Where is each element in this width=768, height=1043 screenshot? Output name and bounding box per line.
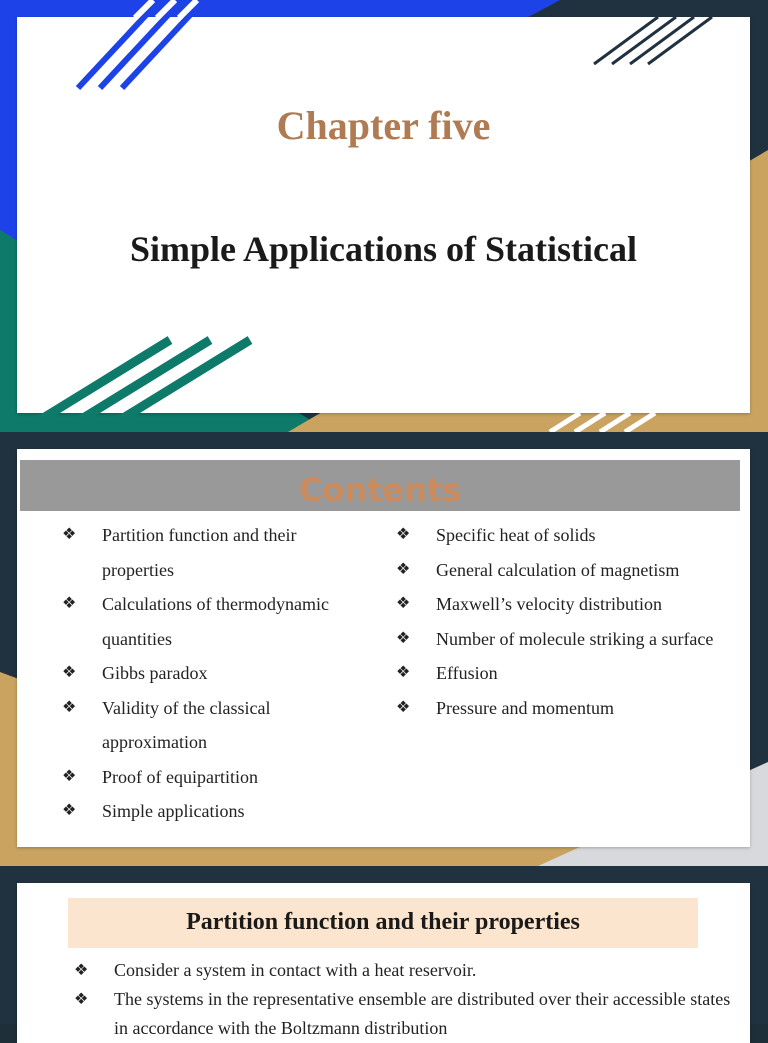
contents-item-label: Partition function and their properties (102, 525, 297, 580)
contents-item-label: Simple applications (102, 801, 245, 821)
white-stripes-decoration (550, 413, 655, 432)
bullet-icon: ❖ (396, 560, 411, 578)
contents-item-label: Effusion (436, 663, 498, 683)
list-item-text: Consider a system in contact with a heat reservoir. (114, 960, 477, 980)
bullet-icon: ❖ (396, 629, 411, 647)
contents-item (62, 587, 362, 656)
list-item (74, 956, 734, 985)
contents-item (396, 587, 736, 622)
bullet-icon: ❖ (396, 526, 411, 543)
bullet-icon: ❖ (396, 595, 411, 612)
contents-item (62, 656, 362, 691)
contents-item-label: Proof of equipartition (102, 766, 258, 787)
contents-item (62, 760, 362, 795)
bullet-icon: ❖ (62, 802, 77, 819)
section-heading: Partition function and their properties (68, 898, 698, 948)
green-stripes-decoration (40, 340, 250, 420)
contents-list-right (396, 518, 736, 725)
contents-item-label: General calculation of magnetism (436, 559, 680, 580)
slide1-stripes (0, 0, 768, 432)
bullet-icon: ❖ (62, 526, 77, 543)
contents-item (396, 656, 736, 691)
contents-item (62, 518, 362, 587)
contents-item (396, 518, 736, 553)
contents-item (62, 691, 362, 760)
bullet-icon: ❖ (74, 991, 89, 1008)
contents-item (396, 553, 736, 588)
contents-item-label: Gibbs paradox (102, 663, 208, 683)
chapter-label: Chapter five (276, 103, 491, 148)
bullet-icon: ❖ (396, 698, 411, 716)
bullet-icon: ❖ (396, 664, 411, 681)
contents-item (396, 622, 736, 657)
contents-item-label: Number of molecule striking a surface (436, 628, 714, 649)
contents-item (62, 794, 362, 829)
body-bullet-list (74, 956, 734, 1043)
contents-item-label: Validity of the classical approximation (102, 697, 271, 752)
contents-item (396, 691, 736, 726)
contents-list-left (62, 518, 362, 829)
contents-item-label: Specific heat of solids (436, 525, 596, 545)
list-item (74, 985, 734, 1043)
list-item-text: The systems in the representative ensemble are distributed over their accessible states in accordance with the Boltzmann distribution (114, 989, 731, 1038)
bullet-icon: ❖ (62, 698, 77, 716)
contents-item-label: Pressure and momentum (436, 697, 614, 718)
bullet-icon: ❖ (62, 767, 77, 785)
chapter-title: Simple Applications of Statistical (129, 229, 638, 269)
navy-stripes-decoration (594, 17, 712, 64)
contents-item-label: Maxwell’s velocity distribution (436, 594, 662, 614)
bullet-icon: ❖ (74, 962, 89, 979)
contents-heading: Contents (20, 460, 740, 511)
contents-item-label: Calculations of thermodynamic quantities (102, 594, 329, 649)
bullet-icon: ❖ (62, 664, 77, 681)
bullet-icon: ❖ (62, 595, 77, 612)
